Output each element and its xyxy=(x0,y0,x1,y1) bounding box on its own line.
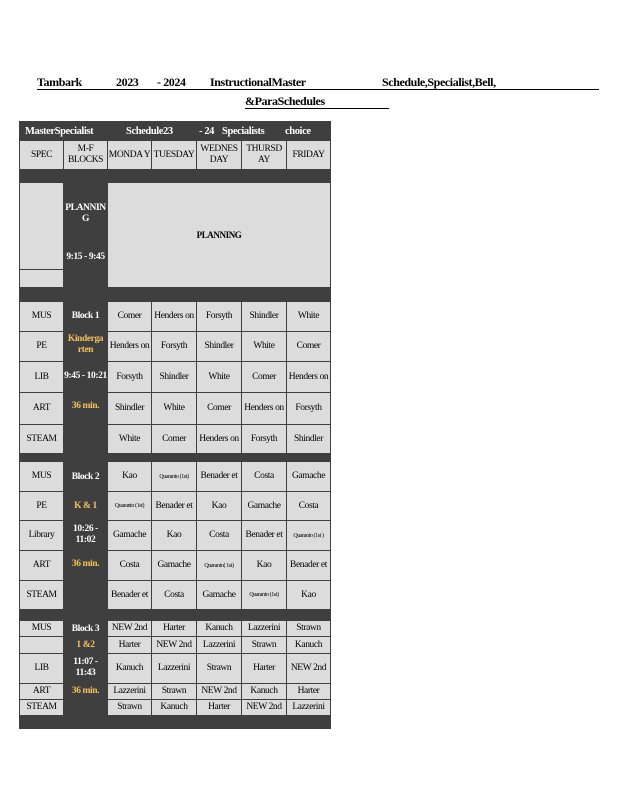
row-spec-label: PE xyxy=(20,492,63,520)
schedule-cell: Costa xyxy=(108,551,151,580)
col-header-friday: FRIDAY xyxy=(287,141,330,169)
title-master: MasterSpecialist xyxy=(25,125,94,137)
col-header-thursday: THURSD AY xyxy=(242,141,286,169)
schedule-cell: Shindler xyxy=(287,425,330,453)
schedule-cell: Strawn xyxy=(152,684,196,699)
block1-duration: 36 min. xyxy=(71,400,100,411)
schedule-cell: Kao xyxy=(197,492,241,520)
planning-divider xyxy=(20,269,63,270)
schedule-cell: Forsyth xyxy=(108,362,151,392)
schedule-cell: Forsyth xyxy=(242,425,286,453)
block2-label: Block 2 xyxy=(71,471,100,482)
planning-block-label: PLANNIN G xyxy=(65,203,106,224)
schedule-cell: Comer xyxy=(152,425,196,453)
schedule-cell: Lazzerini xyxy=(108,684,151,699)
schedule-cell: Gamache xyxy=(108,521,151,550)
title-schedule: Schedule23 xyxy=(126,125,173,137)
schedule-cell: Harter xyxy=(287,684,330,699)
block3-label: Block 3 xyxy=(71,623,100,634)
schedule-cell: Lazzerini xyxy=(287,700,330,715)
planning-time: 9:15 - 9:45 xyxy=(66,251,105,262)
schedule-cell: Forsyth xyxy=(152,332,196,361)
schedule-cell: Kao xyxy=(108,462,151,491)
schedule-cell: Shindler xyxy=(152,362,196,392)
schedule-cell: Comer xyxy=(197,393,241,424)
block2-time: 10:26 - 11:02 xyxy=(73,524,98,545)
schedule-cell: Kanuch xyxy=(242,684,286,699)
schedule-cell: White xyxy=(152,393,196,424)
schedule-cell: Henders on xyxy=(152,302,196,331)
schedule-cell: Kao xyxy=(152,521,196,550)
schedule-cell: Quaranto (1st) xyxy=(152,462,196,491)
schedule-cell: Henders on xyxy=(197,425,241,453)
col-header-blocks: M-F BLOCKS xyxy=(64,141,107,169)
schedule-cell: Shindler xyxy=(197,332,241,361)
schedule-cell: Quaranto( 1st) xyxy=(197,551,241,580)
schedule-cell: Strawn xyxy=(108,700,151,715)
schedule-cell: Costa xyxy=(242,462,286,491)
schedule-cell: Costa xyxy=(197,521,241,550)
schedule-cell: Henders on xyxy=(242,393,286,424)
row-spec-label: STEAM xyxy=(20,425,63,453)
header-line2: &ParaSchedules xyxy=(245,94,325,108)
schedule-cell: Costa xyxy=(287,492,330,520)
schedule-cell: Forsyth xyxy=(287,393,330,424)
schedule-table xyxy=(19,121,331,729)
schedule-cell: Benader et xyxy=(287,551,330,580)
schedule-cell: Quaranto (1st) xyxy=(108,492,151,520)
planning-spec-cell xyxy=(20,183,63,287)
header-instructional: InstructionalMaster xyxy=(210,75,306,89)
schedule-cell: Benader et xyxy=(108,581,151,609)
schedule-cell: Lazzerini xyxy=(152,654,196,683)
schedule-cell: Strawn xyxy=(197,654,241,683)
row-spec-label: LIB xyxy=(20,362,63,392)
table-title-row xyxy=(19,121,331,141)
header-year-start: 2023 xyxy=(116,75,139,89)
schedule-cell: Kanuch xyxy=(287,637,330,653)
schedule-cell: Benader et xyxy=(242,521,286,550)
row-spec-label: MUS xyxy=(20,302,63,331)
block2-duration: 36 min. xyxy=(71,558,100,569)
col-header-monday: MONDA Y xyxy=(108,141,151,169)
schedule-cell: Gamache xyxy=(197,581,241,609)
schedule-cell: Strawn xyxy=(287,621,330,636)
schedule-cell: Harter xyxy=(197,700,241,715)
block3-time: 11:07 - 11:43 xyxy=(73,657,98,678)
row-spec-label: ART xyxy=(20,684,63,699)
schedule-cell: Comer xyxy=(108,302,151,331)
schedule-cell: White xyxy=(287,302,330,331)
schedule-cell: Harter xyxy=(152,621,196,636)
schedule-cell: Kanuch xyxy=(108,654,151,683)
row-spec-label: PE xyxy=(20,332,63,361)
header-schedule: Schedule,Specialist,Bell, xyxy=(382,75,496,89)
row-spec-label: Library xyxy=(20,521,63,550)
schedule-cell: NEW 2nd xyxy=(108,621,151,636)
schedule-cell: NEW 2nd xyxy=(152,637,196,653)
schedule-cell: Costa xyxy=(152,581,196,609)
header-underline-1 xyxy=(37,89,599,90)
schedule-cell: Lazzerini xyxy=(197,637,241,653)
col-header-spec: SPEC xyxy=(20,141,63,169)
row-spec-label xyxy=(20,637,63,653)
block1-label: Block 1 xyxy=(71,310,100,321)
schedule-cell: Comer xyxy=(287,332,330,361)
block1-time: 9:45 - 10:21 xyxy=(64,370,107,381)
schedule-cell: NEW 2nd xyxy=(287,654,330,683)
schedule-cell: Strawn xyxy=(242,637,286,653)
schedule-cell: Quaranto (1st) xyxy=(242,581,286,609)
schedule-cell: White xyxy=(197,362,241,392)
row-spec-label: LIB xyxy=(20,654,63,683)
schedule-cell: Kanuch xyxy=(197,621,241,636)
schedule-cell: Kanuch xyxy=(152,700,196,715)
schedule-cell: Shindler xyxy=(242,302,286,331)
title-year: - 24 xyxy=(199,125,215,137)
schedule-cell: Benader et xyxy=(152,492,196,520)
block3-duration: 36 min. xyxy=(71,685,100,696)
col-header-wednesday: WEDNES DAY xyxy=(197,141,241,169)
schedule-cell: Henders on xyxy=(287,362,330,392)
block1-grade: Kinderga rten xyxy=(67,334,104,355)
title-choice: choice xyxy=(285,125,311,137)
schedule-cell: Kao xyxy=(242,551,286,580)
row-spec-label: MUS xyxy=(20,621,63,636)
schedule-cell: Henders on xyxy=(108,332,151,361)
block2-grade: K & 1 xyxy=(74,500,97,511)
header-underline-2 xyxy=(245,108,389,109)
row-spec-label: ART xyxy=(20,551,63,580)
title-specialists: Specialists xyxy=(222,125,265,137)
schedule-cell: White xyxy=(108,425,151,453)
schedule-cell: Gamache xyxy=(242,492,286,520)
schedule-cell: Forsyth xyxy=(197,302,241,331)
schedule-cell: Harter xyxy=(242,654,286,683)
row-spec-label: STEAM xyxy=(20,700,63,715)
schedule-cell: NEW 2nd xyxy=(197,684,241,699)
row-spec-label: MUS xyxy=(20,462,63,491)
row-spec-label: ART xyxy=(20,393,63,424)
schedule-cell: Gamache xyxy=(287,462,330,491)
schedule-cell: Gamache xyxy=(152,551,196,580)
schedule-cell: Benader et xyxy=(197,462,241,491)
schedule-cell: Quaranto (1st ) xyxy=(287,521,330,550)
col-header-tuesday: TUESDAY xyxy=(152,141,196,169)
block3-grade: 1 &2 xyxy=(76,639,95,650)
schedule-cell: Shindler xyxy=(108,393,151,424)
schedule-cell: Harter xyxy=(108,637,151,653)
schedule-cell: White xyxy=(242,332,286,361)
planning-label: PLANNING xyxy=(108,183,330,287)
schedule-cell: NEW 2nd xyxy=(242,700,286,715)
header-school: Tambark xyxy=(37,75,82,89)
schedule-cell: Kao xyxy=(287,581,330,609)
schedule-cell: Comer xyxy=(242,362,286,392)
row-spec-label: STEAM xyxy=(20,581,63,609)
schedule-cell: Lazzerini xyxy=(242,621,286,636)
header-year-end: - 2024 xyxy=(157,75,186,89)
